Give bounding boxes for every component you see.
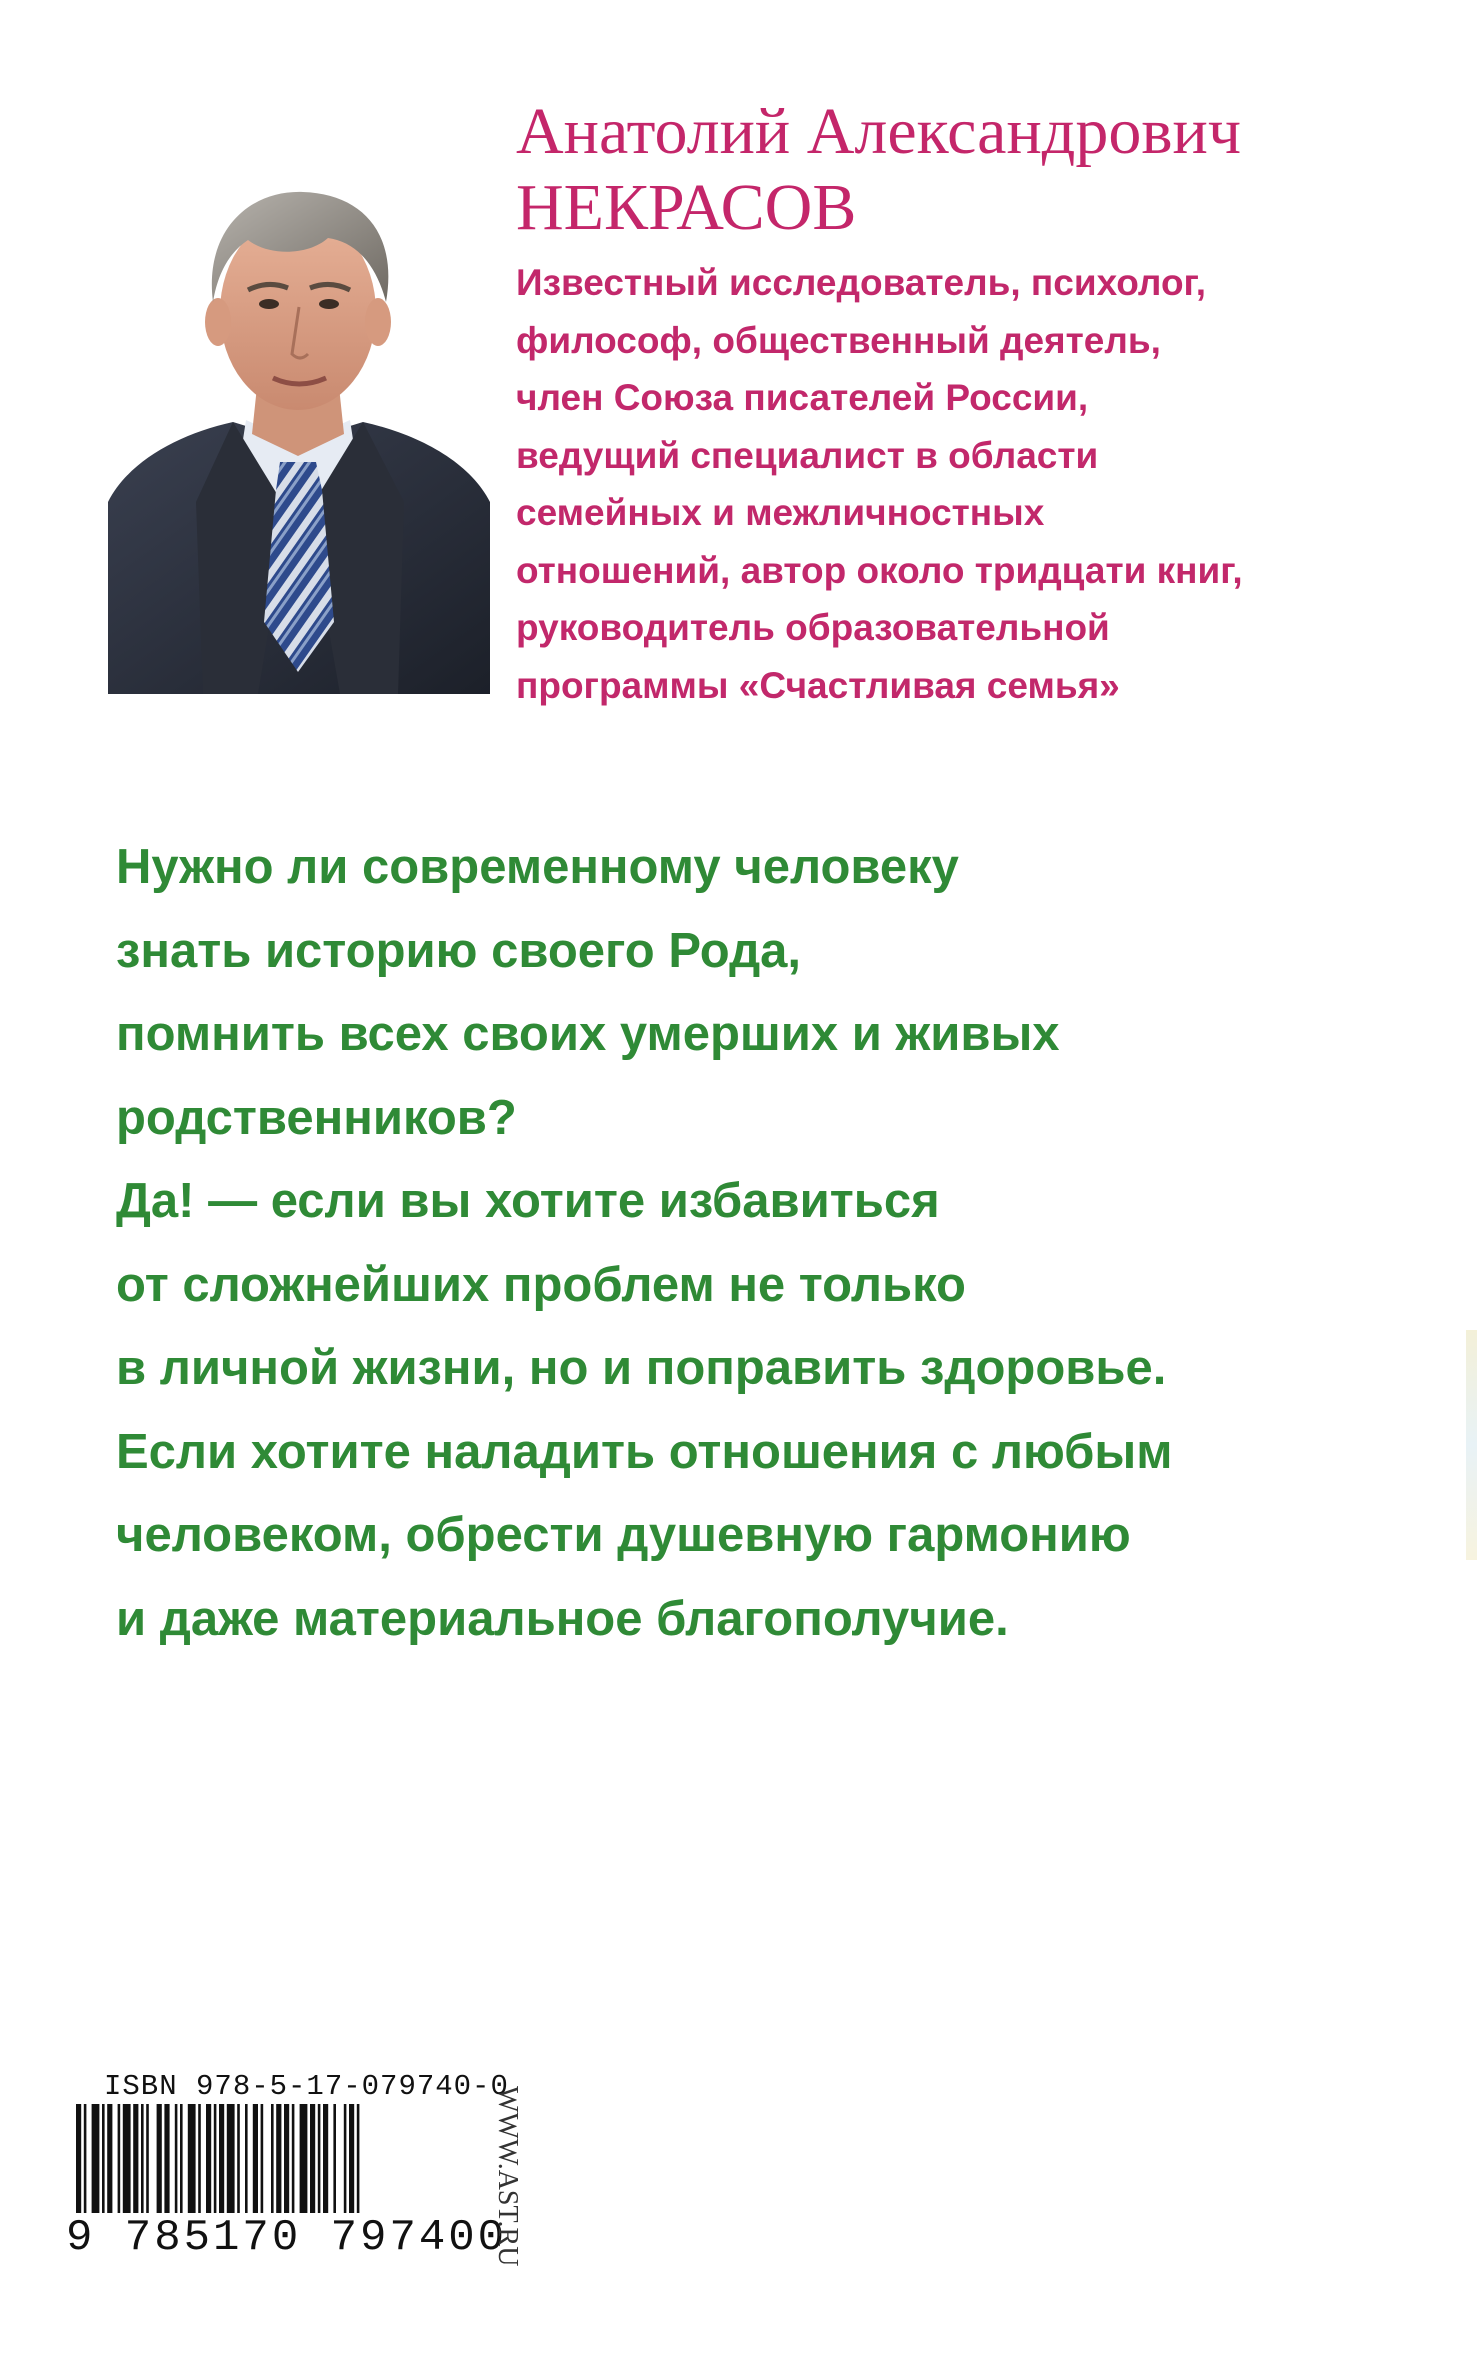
barcode-bar <box>349 2104 354 2224</box>
barcode-bar <box>333 2104 336 2224</box>
barcode-bar <box>245 2104 248 2224</box>
book-annotation <box>116 826 1416 1661</box>
barcode-bar <box>237 2104 240 2224</box>
barcode-bar <box>276 2104 281 2224</box>
author-photo <box>108 172 490 694</box>
barcode-bar <box>141 2104 144 2224</box>
isbn-label: ISBN 978-5-17-079740-0 <box>104 2070 509 2103</box>
author-portrait-image <box>108 172 490 694</box>
barcode-bar <box>206 2104 211 2224</box>
author-first-name: Анатолий Александрович <box>516 95 1242 168</box>
barcode-bar <box>133 2104 138 2224</box>
bio-line: ведущий специалист в области <box>516 434 1099 476</box>
bio-line: философ, общественный деятель, <box>516 319 1161 361</box>
bio-line: семейных и межличностных <box>516 492 1045 533</box>
barcode-digits <box>64 2212 509 2264</box>
barcode-bar <box>284 2104 289 2224</box>
barcode-bar <box>164 2104 169 2224</box>
barcode-bar <box>300 2104 308 2224</box>
barcode-bar <box>253 2104 258 2224</box>
cover-edge-strip <box>1466 1330 1477 1560</box>
annotation-line: в личной жизни, но и поправить здоровье. <box>116 1341 1167 1395</box>
bio-line: член Союза писателей России, <box>516 377 1089 418</box>
bio-line: программы «Счастливая семья» <box>516 664 1120 706</box>
barcode-bar <box>118 2104 121 2224</box>
annotation-line: помнить всех своих умерших и живых <box>116 1007 1060 1061</box>
barcode-bar <box>323 2104 328 2224</box>
annotation-line: Если хотите наладить отношения с любым <box>116 1424 1173 1479</box>
annotation-line: человеком, обрести душевную гармонию <box>116 1508 1131 1562</box>
publisher-website: WWW.AST.RU <box>492 2086 523 2267</box>
annotation-line: от сложнейших проблем не только <box>116 1257 966 1312</box>
barcode-bar <box>146 2104 149 2224</box>
bio-line: руководитель образовательной <box>516 607 1110 648</box>
barcode-bar <box>157 2104 162 2224</box>
annotation-line: знать историю своего Рода, <box>116 923 802 978</box>
barcode-bar <box>92 2104 100 2224</box>
barcode-bar <box>310 2104 315 2224</box>
barcode-bar <box>227 2104 235 2224</box>
barcode-bar <box>261 2104 264 2224</box>
barcode-bar <box>198 2104 201 2224</box>
annotation-line: Да! — если вы хотите избавиться <box>116 1174 940 1228</box>
annotation-line: Нужно ли современному человеку <box>116 840 959 894</box>
author-last-name: НЕКРАСОВ <box>516 171 857 244</box>
barcode-bar <box>102 2104 105 2224</box>
barcode-bar <box>344 2104 347 2224</box>
bio-line: отношений, автор около тридцати книг, <box>516 549 1243 591</box>
barcode-bar <box>318 2104 321 2224</box>
barcode-bar <box>123 2104 131 2224</box>
annotation-line: и даже материальное благополучие. <box>116 1591 1009 1646</box>
barcode-bar <box>292 2104 295 2224</box>
author-bio <box>516 254 1416 714</box>
barcode-bar <box>271 2104 274 2224</box>
bio-line: Известный исследователь, психолог, <box>516 262 1206 303</box>
barcode-digits-text: 9 785170 797400 <box>66 2213 508 2263</box>
barcode-bar <box>188 2104 196 2224</box>
barcode-bar <box>214 2104 217 2224</box>
annotation-line: родственников? <box>116 1090 517 1145</box>
barcode-bar <box>175 2104 178 2224</box>
barcode-bar <box>180 2104 183 2224</box>
barcode-bar <box>107 2104 112 2224</box>
